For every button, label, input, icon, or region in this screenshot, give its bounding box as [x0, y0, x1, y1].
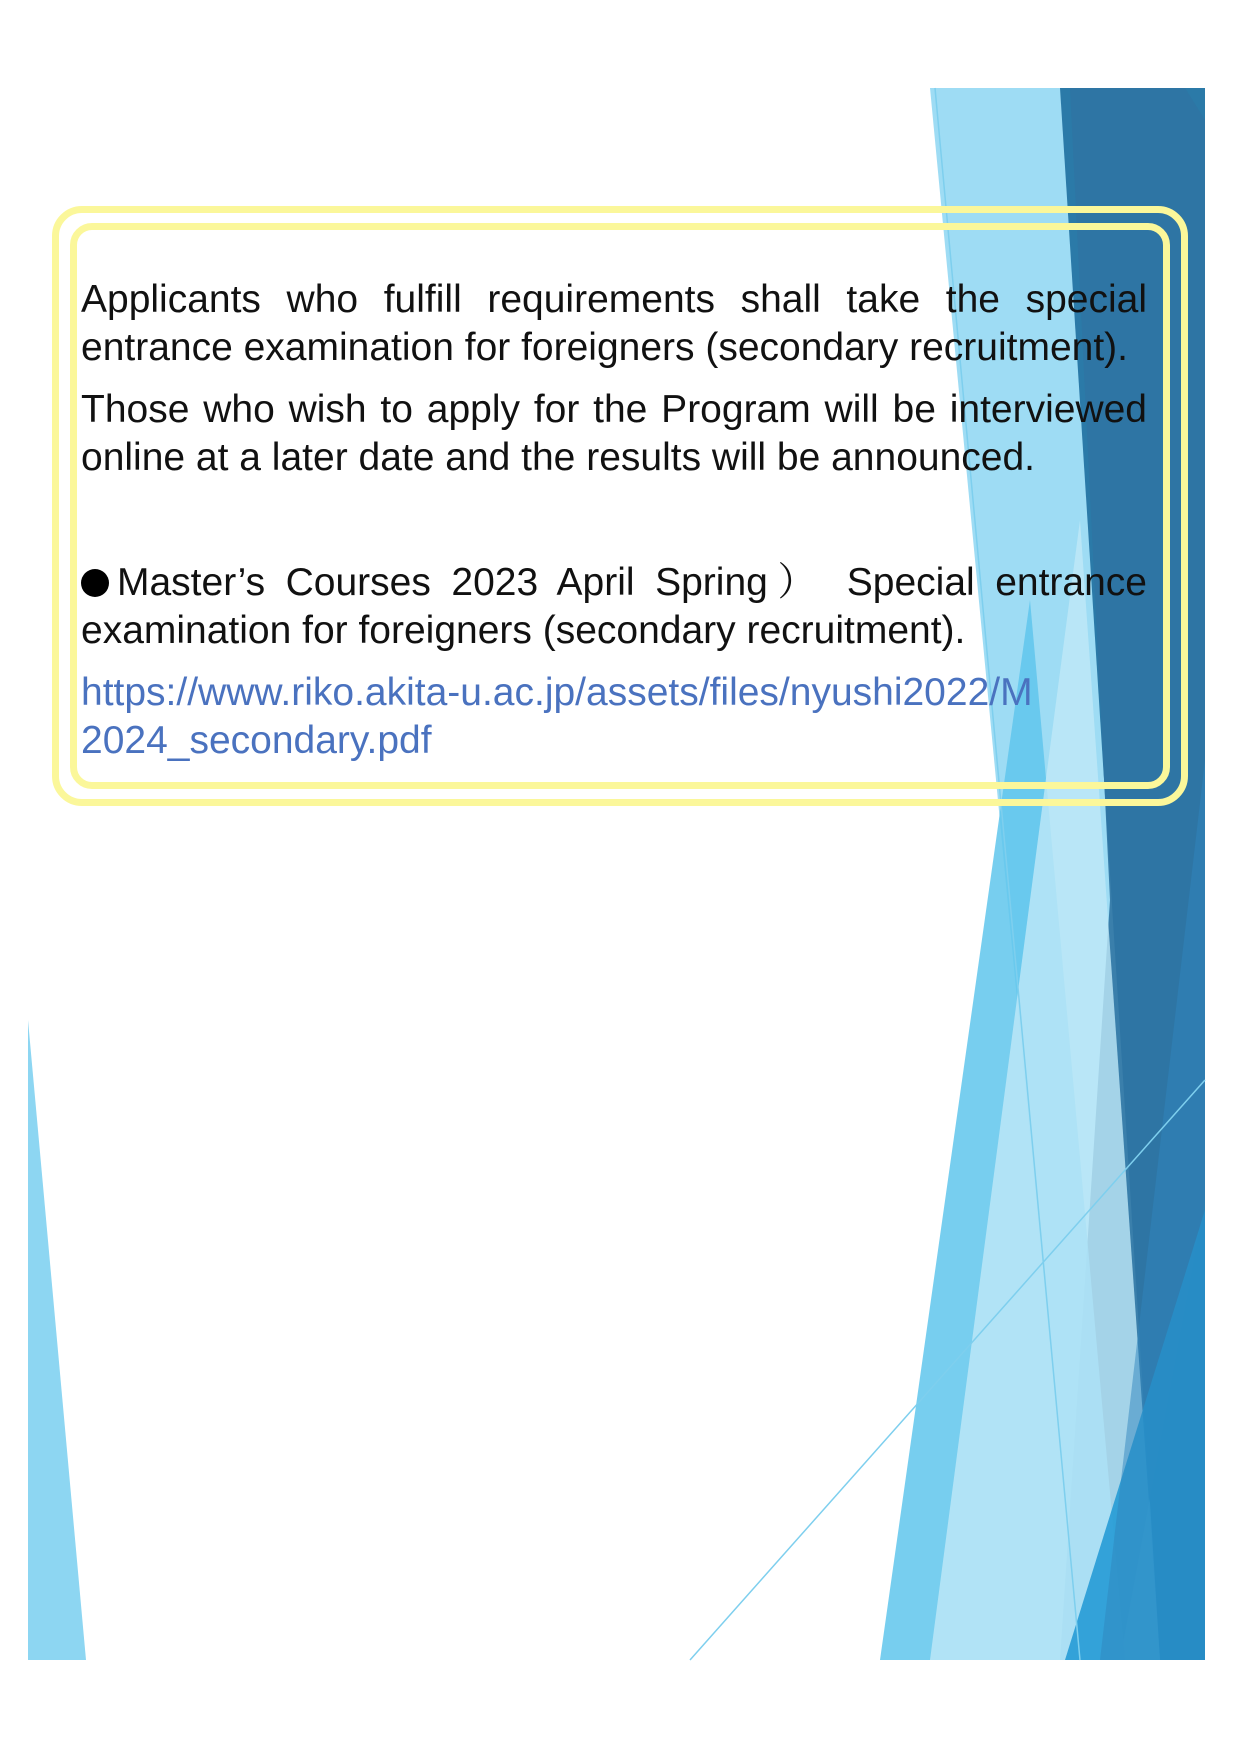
black-circle-bullet-icon — [81, 569, 109, 597]
notice-content — [81, 276, 1147, 765]
spacer — [81, 482, 1147, 559]
paragraph-interview: Those who wish to apply for the Program will be interviewed online at a later date and the results will be announced. — [81, 388, 1147, 479]
bg-shape-left-sliver — [28, 1020, 86, 1660]
bullet-item-text: Master’s Courses 2023 April Spring） Special entrance examination for foreigners (secondary recruitment). — [81, 561, 1147, 652]
paragraph-requirements: Applicants who fulfill requirements shall take the special entrance examination for foreigners (secondary recruitment). — [81, 278, 1147, 369]
secondary-recruitment-pdf-link[interactable]: https://www.riko.akita-u.ac.jp/assets/files/nyushi2022/M2024_secondary.pdf — [81, 671, 1033, 762]
bullet-item-masters-courses — [81, 559, 1147, 655]
